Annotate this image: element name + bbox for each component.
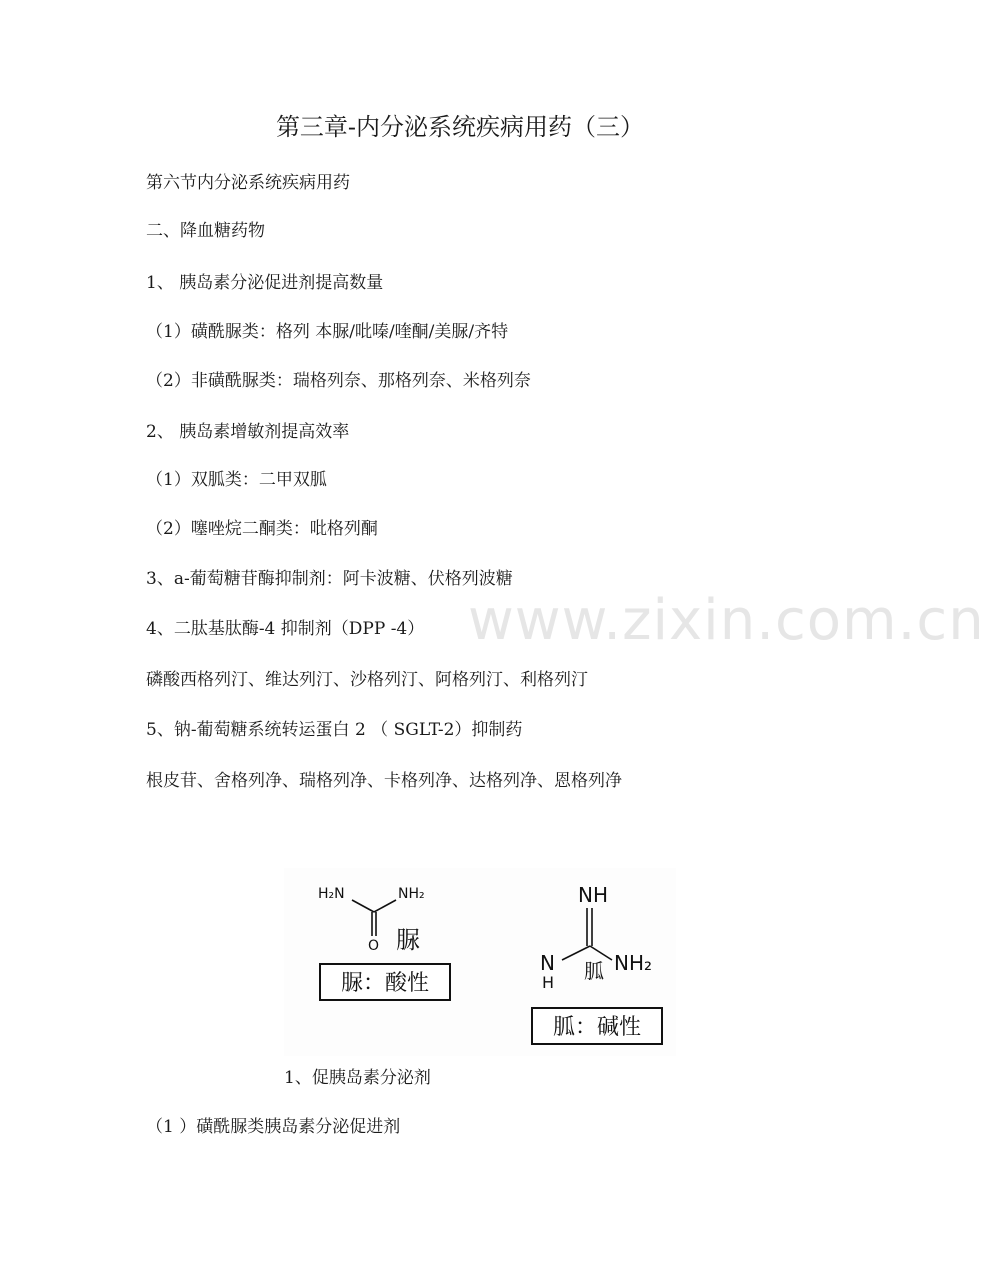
guanidine-property-label: 胍：碱性 <box>552 1015 642 1040</box>
guanidine-name: 胍 <box>584 959 604 983</box>
list-item: 磷酸西格列汀、维达列汀、沙格列汀、阿格列汀、利格列汀 <box>146 670 588 690</box>
figure-caption: 1、促胰岛素分泌剂 <box>284 1068 431 1088</box>
guanidine-bond-right <box>590 946 612 960</box>
list-item: （2）噻唑烷二酮类：吡格列酮 <box>146 519 378 539</box>
guanidine-top-group: NH <box>578 883 608 907</box>
urea-name: 脲 <box>396 926 420 954</box>
urea-oxygen: O <box>368 938 380 954</box>
list-item: 2、 胰岛素增敏剂提高效率 <box>146 422 350 442</box>
urea-bond-right <box>374 900 396 912</box>
guanidine-bond-left <box>562 946 590 960</box>
section-heading: 第六节内分泌系统疾病用药 <box>146 173 350 193</box>
urea-bond-left <box>352 900 374 912</box>
list-item: 3、a-葡萄糖苷酶抑制剂：阿卡波糖、伏格列波糖 <box>146 569 513 589</box>
urea-right-group: NH₂ <box>398 886 425 902</box>
guanidine-left-group: N <box>540 951 555 975</box>
list-item: （1 ）磺酰脲类胰岛素分泌促进剂 <box>146 1117 401 1137</box>
list-item: 根皮苷、舍格列净、瑞格列净、卡格列净、达格列净、恩格列净 <box>146 771 622 791</box>
list-item: （1）双胍类：二甲双胍 <box>146 470 327 490</box>
urea-property-label: 脲：酸性 <box>340 971 430 996</box>
urea-left-group: H₂N <box>318 886 345 902</box>
chemical-structure-figure <box>284 868 676 1056</box>
list-item: 1、 胰岛素分泌促进剂提高数量 <box>146 273 384 293</box>
structure-diagram <box>284 868 676 1056</box>
list-item: 4、二肽基肽酶-4 抑制剂（DPP -4） <box>146 619 425 639</box>
list-item: （2）非磺酰脲类：瑞格列奈、那格列奈、米格列奈 <box>146 371 531 391</box>
list-item: 5、钠-葡萄糖系统转运蛋白 2 （ SGLT-2）抑制药 <box>146 720 523 740</box>
subsection-heading: 二、降血糖药物 <box>146 221 265 241</box>
watermark: www.zixin.com.cn <box>468 588 985 653</box>
page-title: 第三章-内分泌系统疾病用药（三） <box>275 113 645 141</box>
list-item: （1）磺酰脲类：格列 本脲/吡嗪/喹酮/美脲/齐特 <box>146 322 509 342</box>
guanidine-right-group: NH₂ <box>614 951 653 975</box>
guanidine-left-h: H <box>542 973 555 992</box>
